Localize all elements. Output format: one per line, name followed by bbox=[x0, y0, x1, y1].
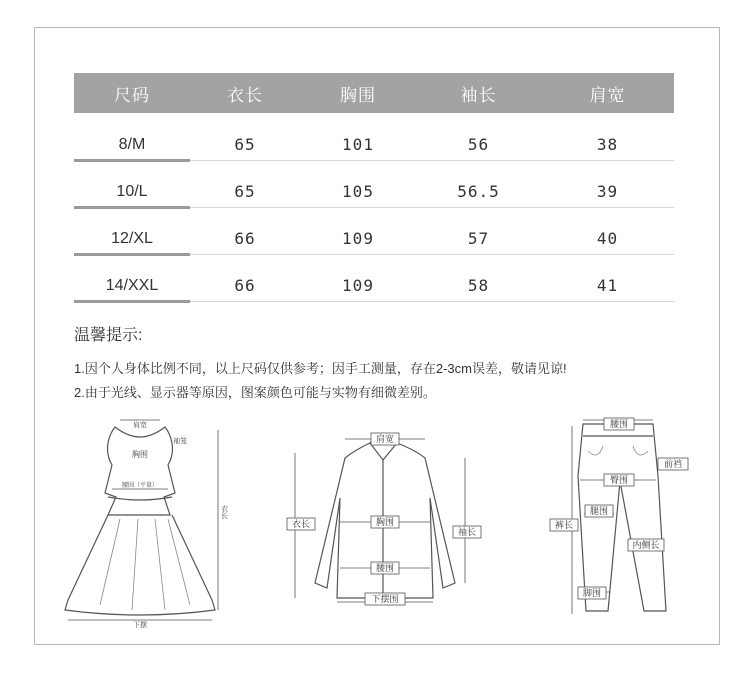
cell-bust: 109 bbox=[342, 229, 374, 248]
pants-hip-label: 臀围 bbox=[609, 475, 629, 485]
header-length: 衣长 bbox=[227, 85, 263, 106]
shirt-diagram bbox=[285, 428, 495, 613]
shirt-bust-label: 胸围 bbox=[375, 517, 395, 527]
tips-line-1: 1.因个人身体比例不同，以上尺码仅供参考；因手工测量，存在2-3cm误差，敬请见谅! bbox=[74, 361, 567, 376]
dress-shoulder-label: 肩宽 bbox=[133, 422, 147, 429]
shirt-sleeve-label: 袖长 bbox=[457, 527, 477, 537]
pants-diagram bbox=[548, 416, 693, 624]
dress-waist-label: 腰围（平量） bbox=[121, 483, 159, 489]
cell-bust: 105 bbox=[342, 182, 374, 201]
row-accent bbox=[74, 300, 190, 303]
cell-shoulder: 40 bbox=[596, 229, 619, 248]
cell-length: 65 bbox=[234, 182, 256, 201]
dress-length-label: 衣长 bbox=[220, 505, 228, 519]
cell-shoulder: 38 bbox=[596, 135, 619, 154]
shirt-hem-label: 下摆围 bbox=[371, 594, 399, 604]
dress-hem-label: 下摆 bbox=[133, 622, 147, 629]
cell-bust: 109 bbox=[342, 276, 374, 295]
cell-length: 66 bbox=[234, 276, 256, 295]
table-row bbox=[74, 262, 674, 309]
header-shoulder: 肩宽 bbox=[589, 85, 626, 106]
tips-title: 温馨提示: bbox=[74, 327, 143, 344]
tips-section bbox=[74, 322, 714, 405]
pants-front-rise-label: 前裆 bbox=[663, 459, 683, 469]
cell-size: 14/XXL bbox=[105, 276, 159, 294]
table-row bbox=[74, 215, 674, 262]
pants-waist-label: 腰围 bbox=[609, 419, 629, 429]
dress-bust-label: 胸围 bbox=[132, 450, 148, 459]
cell-size: 8/M bbox=[118, 135, 146, 153]
tips-line-2: 2.由于光线、显示器等原因，图案颜色可能与实物有细微差别。 bbox=[74, 385, 436, 400]
dress-armhole-label: 袖笼 bbox=[173, 438, 187, 445]
dress-diagram bbox=[60, 415, 230, 630]
pants-inseam-label: 内侧长 bbox=[632, 540, 660, 550]
shirt-waist-label: 腰围 bbox=[375, 563, 395, 573]
pants-thigh-label: 腿围 bbox=[589, 506, 609, 516]
header-bust: 胸围 bbox=[340, 85, 376, 106]
pants-leg-opening-label: 脚围 bbox=[582, 588, 602, 598]
table-row bbox=[74, 168, 674, 215]
cell-bust: 101 bbox=[342, 135, 374, 154]
cell-sleeve: 56 bbox=[467, 135, 490, 154]
header-sleeve: 袖长 bbox=[460, 85, 497, 106]
row-accent bbox=[74, 206, 190, 209]
row-accent bbox=[74, 159, 190, 162]
shirt-length-label: 衣长 bbox=[291, 519, 311, 529]
table-header bbox=[74, 73, 674, 113]
cell-sleeve: 58 bbox=[467, 276, 490, 295]
table-row bbox=[74, 121, 674, 168]
cell-size: 12/XL bbox=[111, 229, 153, 247]
shirt-shoulder-label: 肩宽 bbox=[375, 434, 395, 444]
header-size: 尺码 bbox=[114, 85, 150, 106]
cell-sleeve: 56.5 bbox=[457, 182, 500, 201]
pants-length-label: 裤长 bbox=[554, 520, 574, 530]
cell-length: 66 bbox=[234, 229, 256, 248]
cell-size: 10/L bbox=[116, 182, 148, 200]
cell-sleeve: 57 bbox=[467, 229, 490, 248]
cell-shoulder: 39 bbox=[596, 182, 619, 201]
size-table bbox=[74, 73, 674, 309]
row-accent bbox=[74, 253, 190, 256]
cell-shoulder: 41 bbox=[596, 276, 619, 295]
cell-length: 65 bbox=[234, 135, 256, 154]
